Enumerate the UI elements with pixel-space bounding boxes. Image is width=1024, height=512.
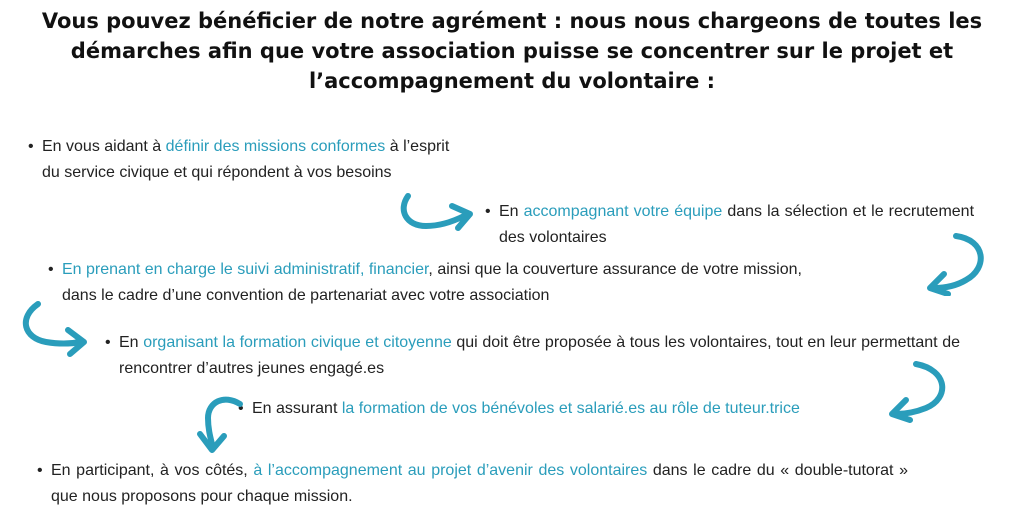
bullet: • — [37, 462, 43, 479]
bullet: • — [238, 400, 244, 417]
curved-arrow-icon — [922, 232, 992, 296]
heading-line-1: Vous pouvez bénéficier de notre agrément : nous nous chargeons de toutes les — [41, 9, 983, 33]
heading-line-3: l’accompagnement du volontaire : — [308, 69, 716, 93]
item-text: En vous aidant à — [42, 138, 166, 155]
list-item-formation-civique — [105, 330, 961, 382]
item-text: du service civique et qui répondent à vos besoins — [42, 164, 392, 181]
curved-arrow-icon — [196, 394, 248, 456]
item-highlight: organisant la formation civique et citoyenne — [143, 334, 452, 351]
item-text: dans le cadre d’une convention de partenariat avec votre association — [62, 287, 550, 304]
bullet: • — [485, 203, 491, 220]
page-heading — [30, 6, 994, 96]
list-item-missions — [28, 134, 532, 186]
item-highlight: accompagnant votre équipe — [523, 203, 723, 220]
item-highlight: la formation de vos bénévoles et salarié.es au rôle de tuteur.trice — [341, 400, 800, 417]
item-text: En participant, à vos côtés, — [51, 462, 254, 479]
item-text: dans le cadre du « double-tutorat » que nous proposons pour chaque mission. — [51, 462, 909, 505]
item-highlight: définir des missions conformes — [165, 138, 386, 155]
item-text: En assurant — [252, 400, 342, 417]
bullet: • — [28, 138, 34, 155]
item-highlight: En prenant en charge le suivi administratif, financier — [62, 261, 429, 278]
list-item-tuteur — [238, 396, 902, 422]
item-text: En — [499, 203, 524, 220]
curved-arrow-icon — [18, 300, 90, 360]
item-text: qui doit être proposée à tous les volontaires, tout en leur permettant de rencontrer d’autres jeunes engagé.es — [119, 334, 961, 377]
item-text: En — [119, 334, 144, 351]
item-text: à l’esprit — [385, 138, 450, 155]
item-text: dans la sélection et le recrutement des volontaires — [499, 203, 975, 246]
heading-line-2: démarches afin que votre association puisse se concentrer sur le projet et — [70, 39, 954, 63]
bullet: • — [105, 334, 111, 351]
curved-arrow-icon — [886, 360, 956, 424]
item-text: , ainsi que la couverture assurance de votre mission, — [428, 261, 802, 278]
list-item-equipe — [485, 199, 975, 251]
bullet: • — [48, 261, 54, 278]
list-item-suivi — [48, 257, 942, 309]
list-item-avenir — [37, 458, 909, 510]
item-highlight: à l’accompagnement au projet d’avenir des volontaires — [253, 462, 648, 479]
curved-arrow-icon — [398, 192, 478, 236]
